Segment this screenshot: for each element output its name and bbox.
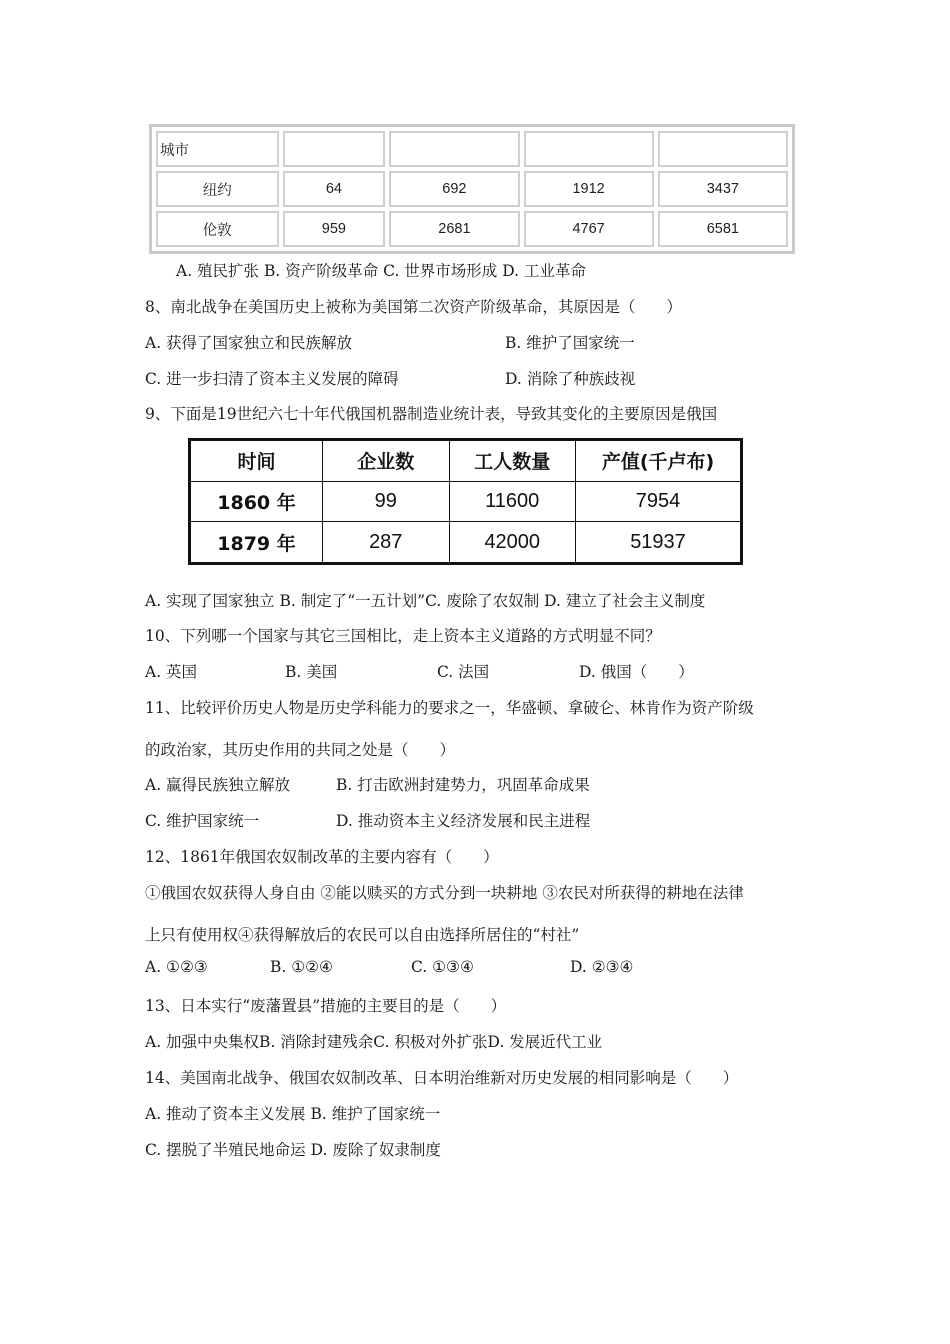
table-cell: 64 bbox=[283, 171, 386, 207]
q11-option-d: D. 推动资本主义经济发展和民主进程 bbox=[336, 812, 591, 830]
q11-stem: 11、比较评价历史人物是历史学科能力的要求之一，华盛顿、拿破仑、林肯作为资产阶级 bbox=[145, 699, 754, 717]
table-cell: 产值(千卢布) bbox=[576, 441, 741, 482]
q8-option-d: D. 消除了种族歧视 bbox=[505, 370, 636, 388]
q10-option-c: C. 法国 bbox=[437, 663, 490, 681]
table-cell: 3437 bbox=[658, 171, 788, 207]
q11-option-b: B. 打击欧洲封建势力，巩固革命成果 bbox=[336, 776, 590, 794]
table-cell: 企业数 bbox=[323, 441, 450, 482]
q10-option-d: D. 俄国（ ） bbox=[579, 663, 694, 681]
table-cell bbox=[658, 131, 788, 167]
table-cell bbox=[283, 131, 386, 167]
q11-option-c: C. 维护国家统一 bbox=[145, 812, 260, 830]
q8-option-c: C. 进一步扫清了资本主义发展的障碍 bbox=[145, 370, 399, 388]
q11-stem-cont: 的政治家，其历史作用的共同之处是（ ） bbox=[145, 741, 456, 759]
q8-stem: 8、南北战争在美国历史上被称为美国第二次资产阶级革命，其原因是（ ） bbox=[145, 298, 682, 316]
q12-option-d: D. ②③④ bbox=[570, 958, 634, 976]
q9-options: A. 实现了国家独立 B. 制定了“一五计划”C. 废除了农奴制 D. 建立了社会主义制度 bbox=[145, 592, 706, 610]
table-cell: 2681 bbox=[389, 211, 519, 247]
q12-option-c: C. ①③④ bbox=[411, 958, 474, 976]
table-row bbox=[191, 481, 741, 522]
table-cell: 99 bbox=[323, 481, 450, 522]
table-cell: 纽约 bbox=[156, 171, 279, 207]
table-cell: 11600 bbox=[449, 481, 576, 522]
table-header-row bbox=[156, 131, 788, 167]
q12-option-a: A. ①②③ bbox=[145, 958, 208, 976]
table-cell: 4767 bbox=[524, 211, 654, 247]
table-cell: 51937 bbox=[576, 522, 741, 563]
table-row bbox=[191, 522, 741, 563]
table-cell: 伦敦 bbox=[156, 211, 279, 247]
table-cell: 6581 bbox=[658, 211, 788, 247]
q12-stem: 12、1861年俄国农奴制改革的主要内容有（ ） bbox=[145, 848, 499, 866]
q14-options-2: C. 摆脱了半殖民地命运 D. 废除了奴隶制度 bbox=[145, 1141, 441, 1159]
q8-option-b: B. 维护了国家统一 bbox=[505, 334, 635, 352]
table-cell: 1912 bbox=[524, 171, 654, 207]
q13-options: A. 加强中央集权B. 消除封建残余C. 积极对外扩张D. 发展近代工业 bbox=[145, 1033, 603, 1051]
table-header-row bbox=[191, 441, 741, 482]
table-cell: 时间 bbox=[191, 441, 323, 482]
table-cell: 692 bbox=[389, 171, 519, 207]
q11-option-a: A. 赢得民族独立解放 bbox=[145, 776, 291, 794]
q10-option-a: A. 英国 bbox=[145, 663, 198, 681]
q12-items-cont: 上只有使用权④获得解放后的农民可以自由选择所居住的“村社” bbox=[145, 926, 580, 944]
q9-stem: 9、下面是19世纪六七十年代俄国机器制造业统计表，导致其变化的主要原因是俄国 bbox=[145, 405, 718, 423]
q8-option-a: A. 获得了国家独立和民族解放 bbox=[145, 334, 353, 352]
table-cell: 城市 bbox=[156, 131, 279, 167]
city-population-table bbox=[149, 124, 795, 254]
q14-options-1: A. 推动了资本主义发展 B. 维护了国家统一 bbox=[145, 1105, 441, 1123]
table-cell: 7954 bbox=[576, 481, 741, 522]
table-cell: 42000 bbox=[449, 522, 576, 563]
table-cell: 1879 年 bbox=[191, 522, 323, 563]
q12-option-b: B. ①②④ bbox=[270, 958, 333, 976]
machine-industry-table bbox=[188, 438, 743, 565]
table-cell: 959 bbox=[283, 211, 386, 247]
table-cell bbox=[389, 131, 519, 167]
table-row bbox=[156, 171, 788, 207]
q12-items: ①俄国农奴获得人身自由 ②能以赎买的方式分到一块耕地 ③农民对所获得的耕地在法律 bbox=[145, 884, 744, 902]
q7-options: A. 殖民扩张 B. 资产阶级革命 C. 世界市场形成 D. 工业革命 bbox=[176, 262, 586, 280]
q14-stem: 14、美国南北战争、俄国农奴制改革、日本明治维新对历史发展的相同影响是（ ） bbox=[145, 1069, 739, 1087]
q10-option-b: B. 美国 bbox=[285, 663, 338, 681]
table-row bbox=[156, 211, 788, 247]
q10-stem: 10、下列哪一个国家与其它三国相比，走上资本主义道路的方式明显不同？ bbox=[145, 627, 661, 645]
q13-stem: 13、日本实行“废藩置县”措施的主要目的是（ ） bbox=[145, 997, 507, 1015]
table-cell bbox=[524, 131, 654, 167]
table-cell: 287 bbox=[323, 522, 450, 563]
table-cell: 工人数量 bbox=[449, 441, 576, 482]
table-cell: 1860 年 bbox=[191, 481, 323, 522]
